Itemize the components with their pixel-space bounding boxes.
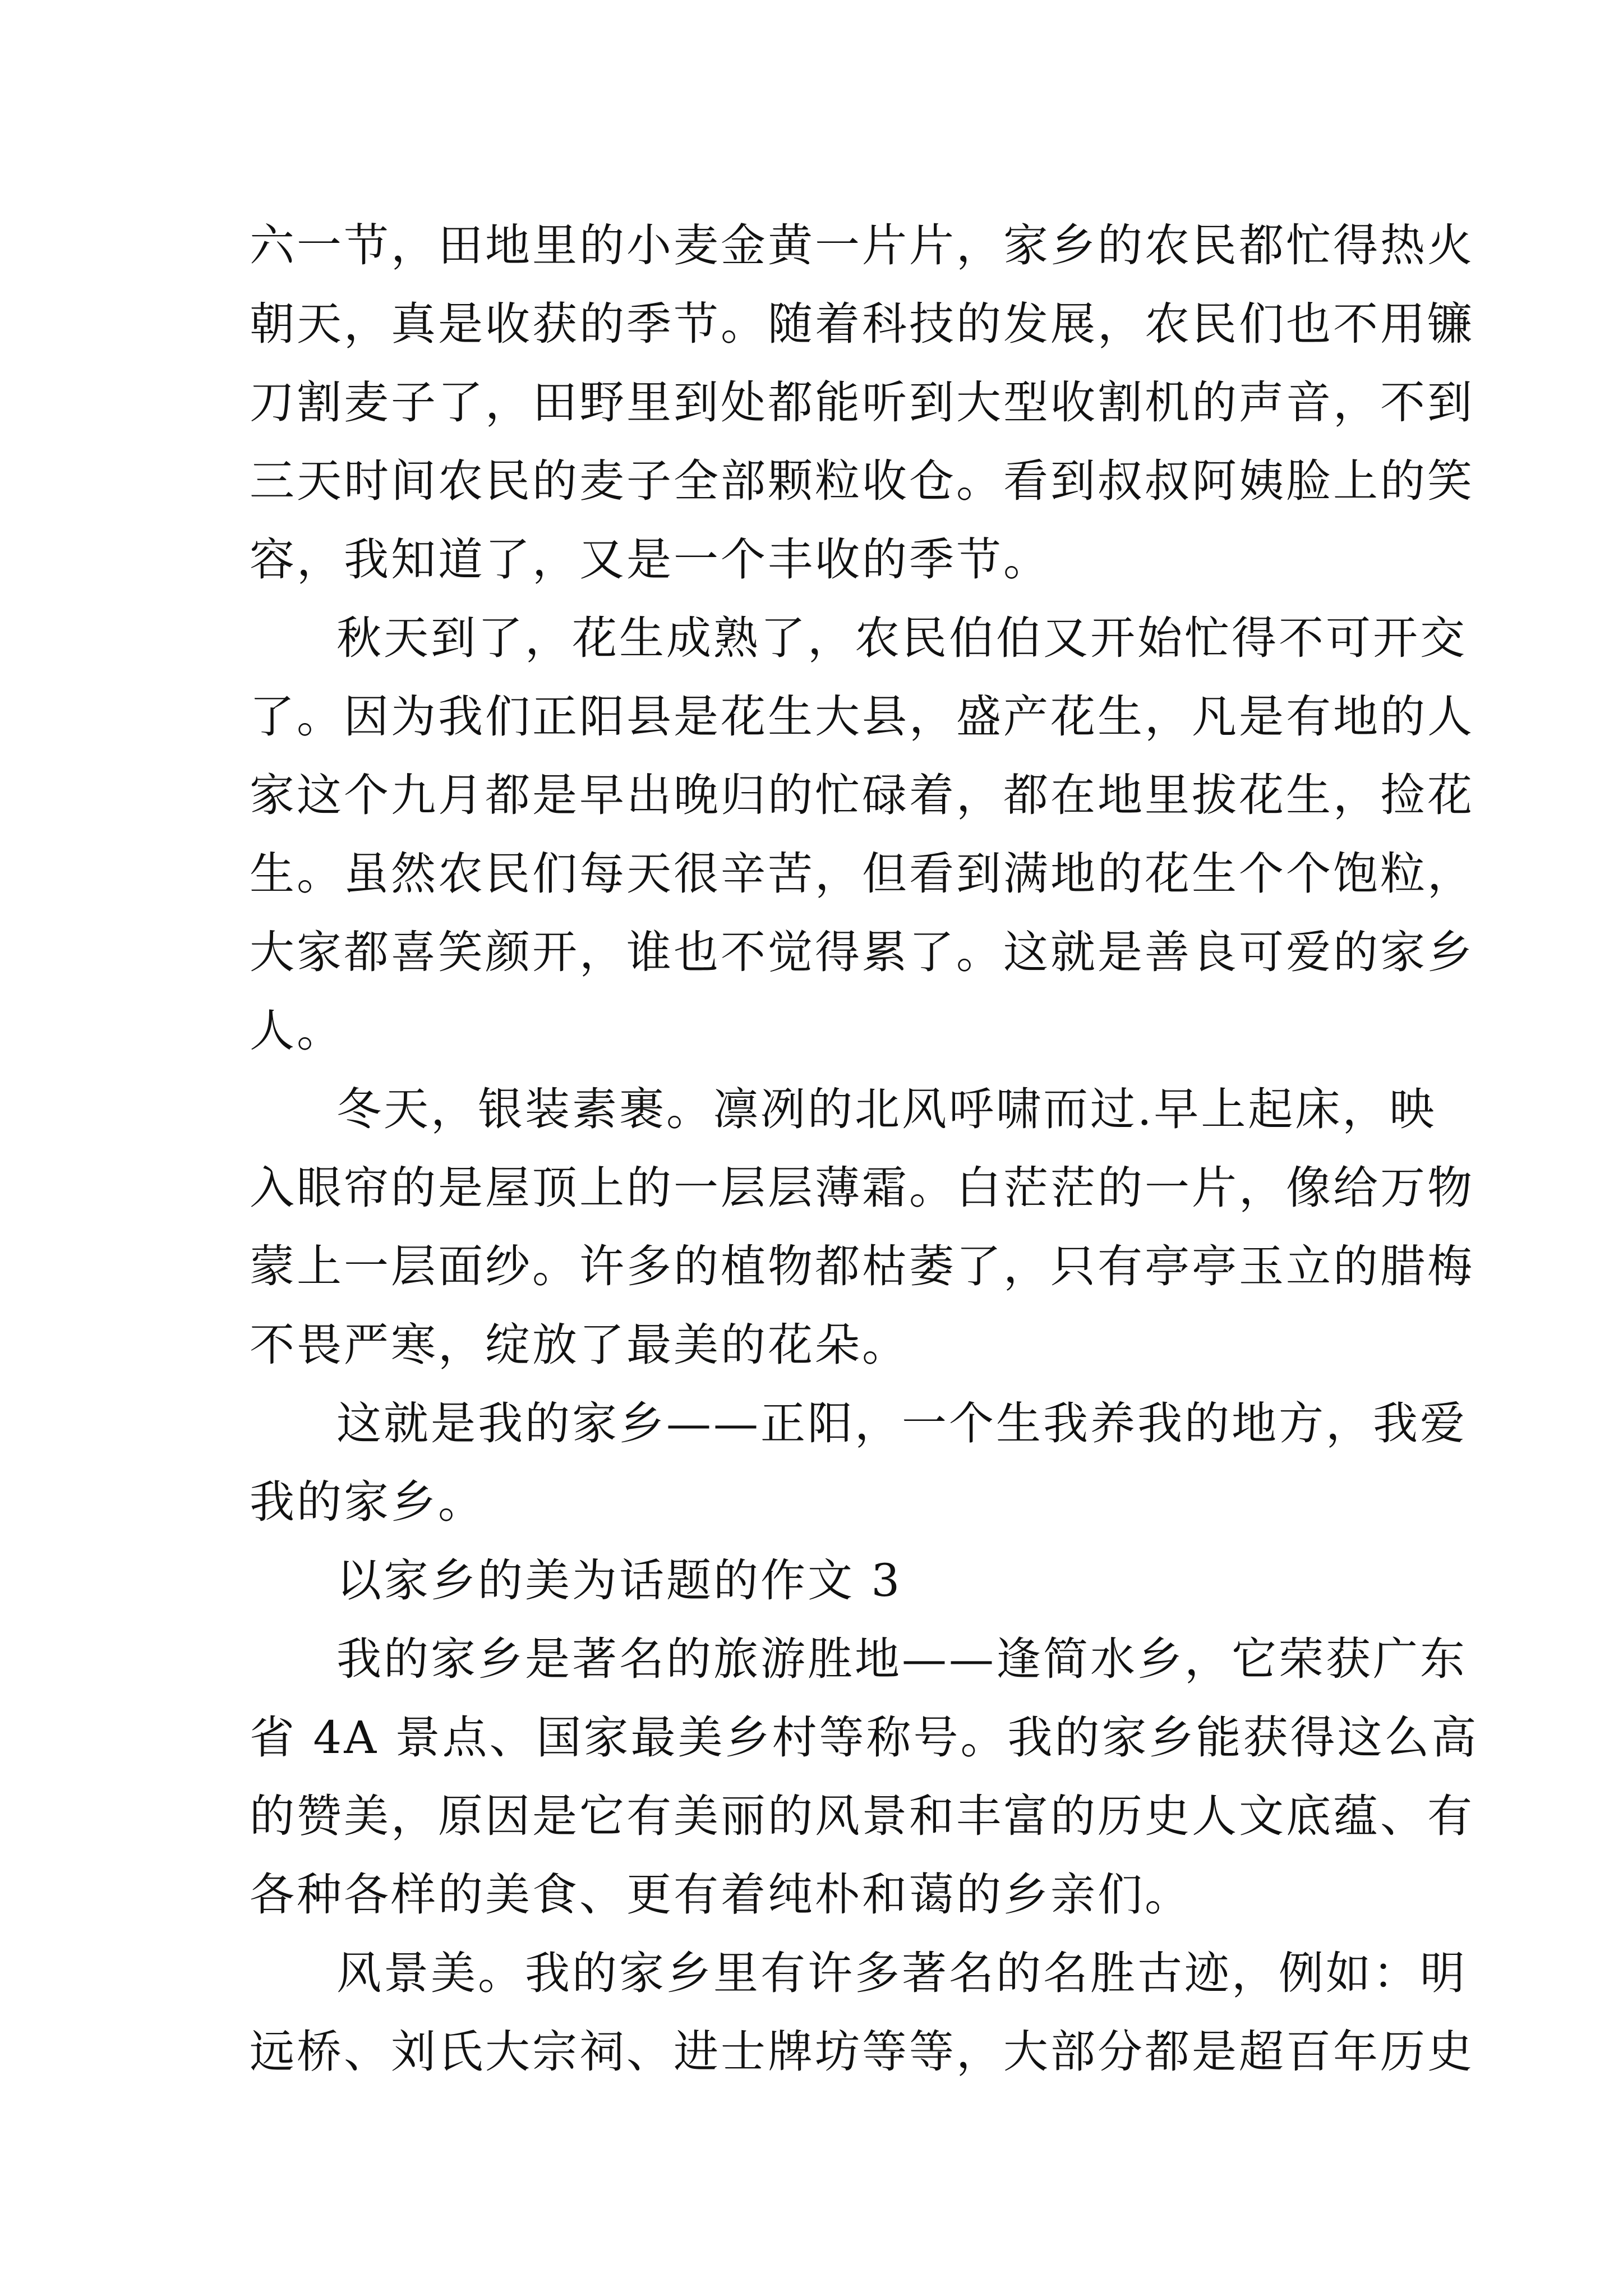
- text-line: 各种各样的美食、更有着纯朴和蔼的乡亲们。: [250, 1869, 1192, 1921]
- text-line: 三天时间农民的麦子全部颗粒收仓。看到叔叔阿姨脸上的笑: [250, 455, 1474, 507]
- text-line: 朝天，真是收获的季节。随着科技的发展，农民们也不用镰: [250, 298, 1474, 350]
- paragraph-first-line: 冬天，银装素裹。凛冽的北风呼啸而过.早上起床，映: [336, 1083, 1437, 1135]
- text-line: 家这个九月都是早出晚归的忙碌着，都在地里拔花生，捡花: [250, 769, 1474, 821]
- text-line: 我的家乡。: [250, 1476, 485, 1528]
- text-line: 大家都喜笑颜开，谁也不觉得累了。这就是善良可爱的家乡: [250, 926, 1474, 978]
- text-line: 蒙上一层面纱。许多的植物都枯萎了，只有亭亭玉立的腊梅: [250, 1240, 1474, 1292]
- paragraph-first-line: 风景美。我的家乡里有许多著名的名胜古迹，例如：明: [336, 1947, 1467, 1999]
- text-line: 的赞美，原因是它有美丽的风景和丰富的历史人文底蕴、有: [250, 1790, 1474, 1842]
- text-line: 省 4A 景点、国家最美乡村等称号。我的家乡能获得这么高: [250, 1711, 1479, 1764]
- text-line: 远桥、刘氏大宗祠、进士牌坊等等，大部分都是超百年历史: [250, 2026, 1474, 2078]
- text-line: 人。: [250, 1005, 344, 1057]
- paragraph-first-line: 秋天到了，花生成熟了，农民伯伯又开始忙得不可开交: [336, 612, 1467, 664]
- text-line: 六一节，田地里的小麦金黄一片片，家乡的农民都忙得热火: [250, 219, 1474, 272]
- paragraph-first-line: 这就是我的家乡——正阳，一个生我养我的地方，我爱: [336, 1397, 1467, 1450]
- text-line: 生。虽然农民们每天很辛苦，但看到满地的花生个个饱粒，: [250, 848, 1474, 900]
- text-line: 了。因为我们正阳县是花生大县，盛产花生，凡是有地的人: [250, 691, 1474, 743]
- text-line: 容，我知道了，又是一个丰收的季节。: [250, 533, 1050, 586]
- text-line: 入眼帘的是屋顶上的一层层薄霜。白茫茫的一片，像给万物: [250, 1162, 1474, 1214]
- section-heading: 以家乡的美为话题的作文 3: [336, 1554, 902, 1607]
- text-line: 不畏严寒，绽放了最美的花朵。: [250, 1319, 909, 1371]
- paragraph-first-line: 我的家乡是著名的旅游胜地——逢简水乡，它荣获广东: [336, 1633, 1467, 1685]
- text-line: 刀割麦子了，田野里到处都能听到大型收割机的声音，不到: [250, 376, 1474, 429]
